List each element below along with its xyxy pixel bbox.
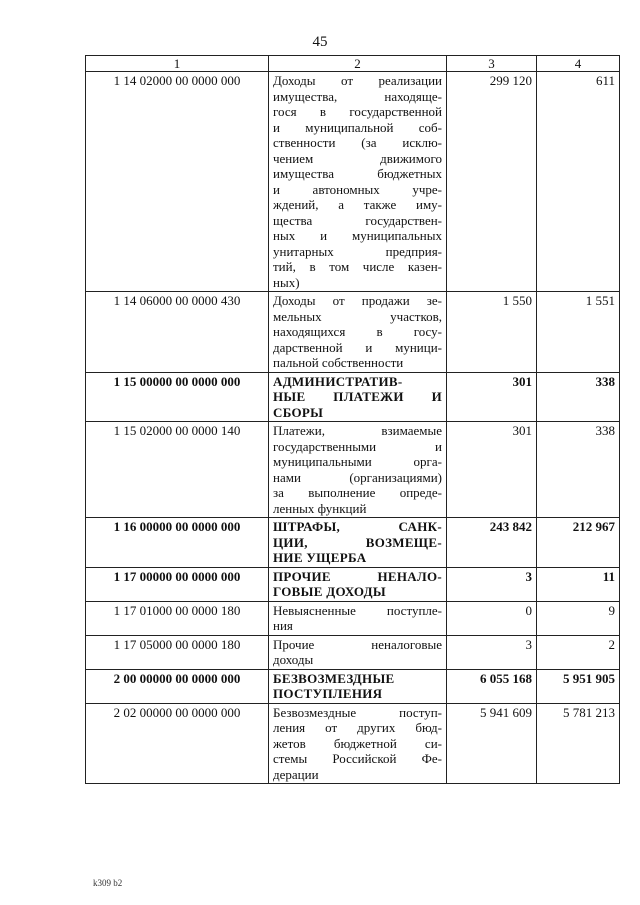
- row-name-line: ных): [273, 274, 300, 290]
- column-header: 4: [537, 56, 620, 72]
- column-header: 2: [269, 56, 447, 72]
- row-name: [269, 422, 447, 518]
- row-name-line: Доходы от реализации: [273, 73, 442, 88]
- row-value-col4: 11: [537, 567, 620, 601]
- row-name-line: БЕЗВОЗМЕЗДНЫЕ: [273, 670, 395, 686]
- row-name-line: дерации: [273, 766, 319, 782]
- row-code: 1 15 02000 00 0000 140: [86, 422, 269, 518]
- row-value-col3: 301: [447, 422, 537, 518]
- row-value-col3: 3: [447, 567, 537, 601]
- row-name-line: АДМИНИСТРАТИВ-: [273, 373, 403, 389]
- row-code: 1 17 05000 00 0000 180: [86, 635, 269, 669]
- row-code: 1 16 00000 00 0000 000: [86, 518, 269, 568]
- row-name-line: тий, в том числе казен-: [273, 259, 442, 274]
- row-code: 1 17 00000 00 0000 000: [86, 567, 269, 601]
- row-name-line: имущества, находяще-: [273, 88, 442, 104]
- row-name-line: дарственной и муници-: [273, 339, 442, 355]
- row-value-col3: 6 055 168: [447, 669, 537, 703]
- row-value-col3: 301: [447, 372, 537, 422]
- row-name: [269, 635, 447, 669]
- row-code: 1 14 02000 00 0000 000: [86, 72, 269, 292]
- row-name-line: Невыясненные поступле-: [273, 602, 442, 618]
- table-row: [86, 518, 620, 568]
- row-name-line: за выполнение опреде-: [273, 485, 442, 500]
- column-header: 3: [447, 56, 537, 72]
- row-code: 2 00 00000 00 0000 000: [86, 669, 269, 703]
- row-name-line: доходы: [273, 652, 314, 667]
- table-body: [86, 56, 620, 784]
- row-name-line: щества государствен-: [273, 212, 442, 228]
- row-name: [269, 518, 447, 568]
- row-name-line: ных и муниципальных: [273, 228, 442, 243]
- column-header: 1: [86, 56, 269, 72]
- row-value-col3: 5 941 609: [447, 703, 537, 784]
- row-value-col4: 5 781 213: [537, 703, 620, 784]
- table-row: [86, 372, 620, 422]
- row-name-line: Прочие неналоговые: [273, 636, 442, 652]
- row-name-line: и муниципальной соб-: [273, 119, 442, 135]
- row-name-line: находящихся в госу-: [273, 324, 442, 339]
- table-row: [86, 567, 620, 601]
- row-name-line: пальной собственности: [273, 355, 404, 370]
- row-name-line: чением движимого: [273, 150, 442, 166]
- row-name-line: нами (организациями): [273, 469, 442, 485]
- budget-table: [85, 55, 620, 784]
- row-name-line: ЦИИ, ВОЗМЕЩЕ-: [273, 534, 442, 550]
- row-value-col3: 299 120: [447, 72, 537, 292]
- row-code: 1 15 00000 00 0000 000: [86, 372, 269, 422]
- row-value-col3: 3: [447, 635, 537, 669]
- row-name-line: стемы Российской Фе-: [273, 751, 442, 766]
- row-name-line: имущества бюджетных: [273, 166, 442, 181]
- row-name-line: и автономных учре-: [273, 181, 442, 197]
- row-code: 1 17 01000 00 0000 180: [86, 601, 269, 635]
- row-name-line: ШТРАФЫ, САНК-: [273, 519, 442, 534]
- row-name-line: Платежи, взимаемые: [273, 423, 442, 438]
- row-name-line: ления от других бюд-: [273, 720, 442, 735]
- row-name-line: ПРОЧИЕ НЕНАЛО-: [273, 568, 442, 584]
- row-value-col4: 212 967: [537, 518, 620, 568]
- table-row: [86, 635, 620, 669]
- row-name-line: Доходы от продажи зе-: [273, 293, 442, 308]
- row-name: [269, 669, 447, 703]
- row-name-line: ния: [273, 618, 293, 633]
- table-row: [86, 601, 620, 635]
- row-name: [269, 567, 447, 601]
- row-name-line: государственными и: [273, 438, 442, 454]
- row-value-col3: 1 550: [447, 292, 537, 373]
- row-name-line: ждений, а также иму-: [273, 197, 442, 212]
- column-header-row: [86, 56, 620, 72]
- row-value-col4: 2: [537, 635, 620, 669]
- row-value-col4: 611: [537, 72, 620, 292]
- row-name-line: жетов бюджетной си-: [273, 735, 442, 751]
- row-value-col3: 243 842: [447, 518, 537, 568]
- row-value-col3: 0: [447, 601, 537, 635]
- row-value-col4: 338: [537, 422, 620, 518]
- row-name: [269, 292, 447, 373]
- table-row: [86, 669, 620, 703]
- row-name-line: гося в государственной: [273, 104, 442, 119]
- row-name: [269, 372, 447, 422]
- row-name-line: Безвозмездные поступ-: [273, 704, 442, 720]
- row-name-line: мельных участков,: [273, 308, 442, 324]
- row-name-line: ПОСТУПЛЕНИЯ: [273, 686, 383, 701]
- row-name-line: муниципальными орга-: [273, 454, 442, 469]
- table-row: [86, 72, 620, 292]
- row-name: [269, 72, 447, 292]
- row-name: [269, 601, 447, 635]
- row-name-line: НИЕ УЩЕРБА: [273, 550, 367, 565]
- row-name: [269, 703, 447, 784]
- footer-mark: k309 b2: [93, 878, 123, 888]
- row-name-line: СБОРЫ: [273, 404, 324, 420]
- row-value-col4: 9: [537, 601, 620, 635]
- row-code: 2 02 00000 00 0000 000: [86, 703, 269, 784]
- row-value-col4: 5 951 905: [537, 669, 620, 703]
- row-name-line: ГОВЫЕ ДОХОДЫ: [273, 584, 386, 599]
- table-row: [86, 703, 620, 784]
- row-name-line: НЫЕ ПЛАТЕЖИ И: [273, 389, 442, 404]
- row-code: 1 14 06000 00 0000 430: [86, 292, 269, 373]
- table-row: [86, 422, 620, 518]
- row-name-line: ственности (за исклю-: [273, 135, 442, 150]
- row-value-col4: 338: [537, 372, 620, 422]
- row-value-col4: 1 551: [537, 292, 620, 373]
- row-name-line: унитарных предприя-: [273, 243, 442, 259]
- table-row: [86, 292, 620, 373]
- row-name-line: ленных функций: [273, 500, 367, 516]
- page-number: 45: [312, 34, 328, 50]
